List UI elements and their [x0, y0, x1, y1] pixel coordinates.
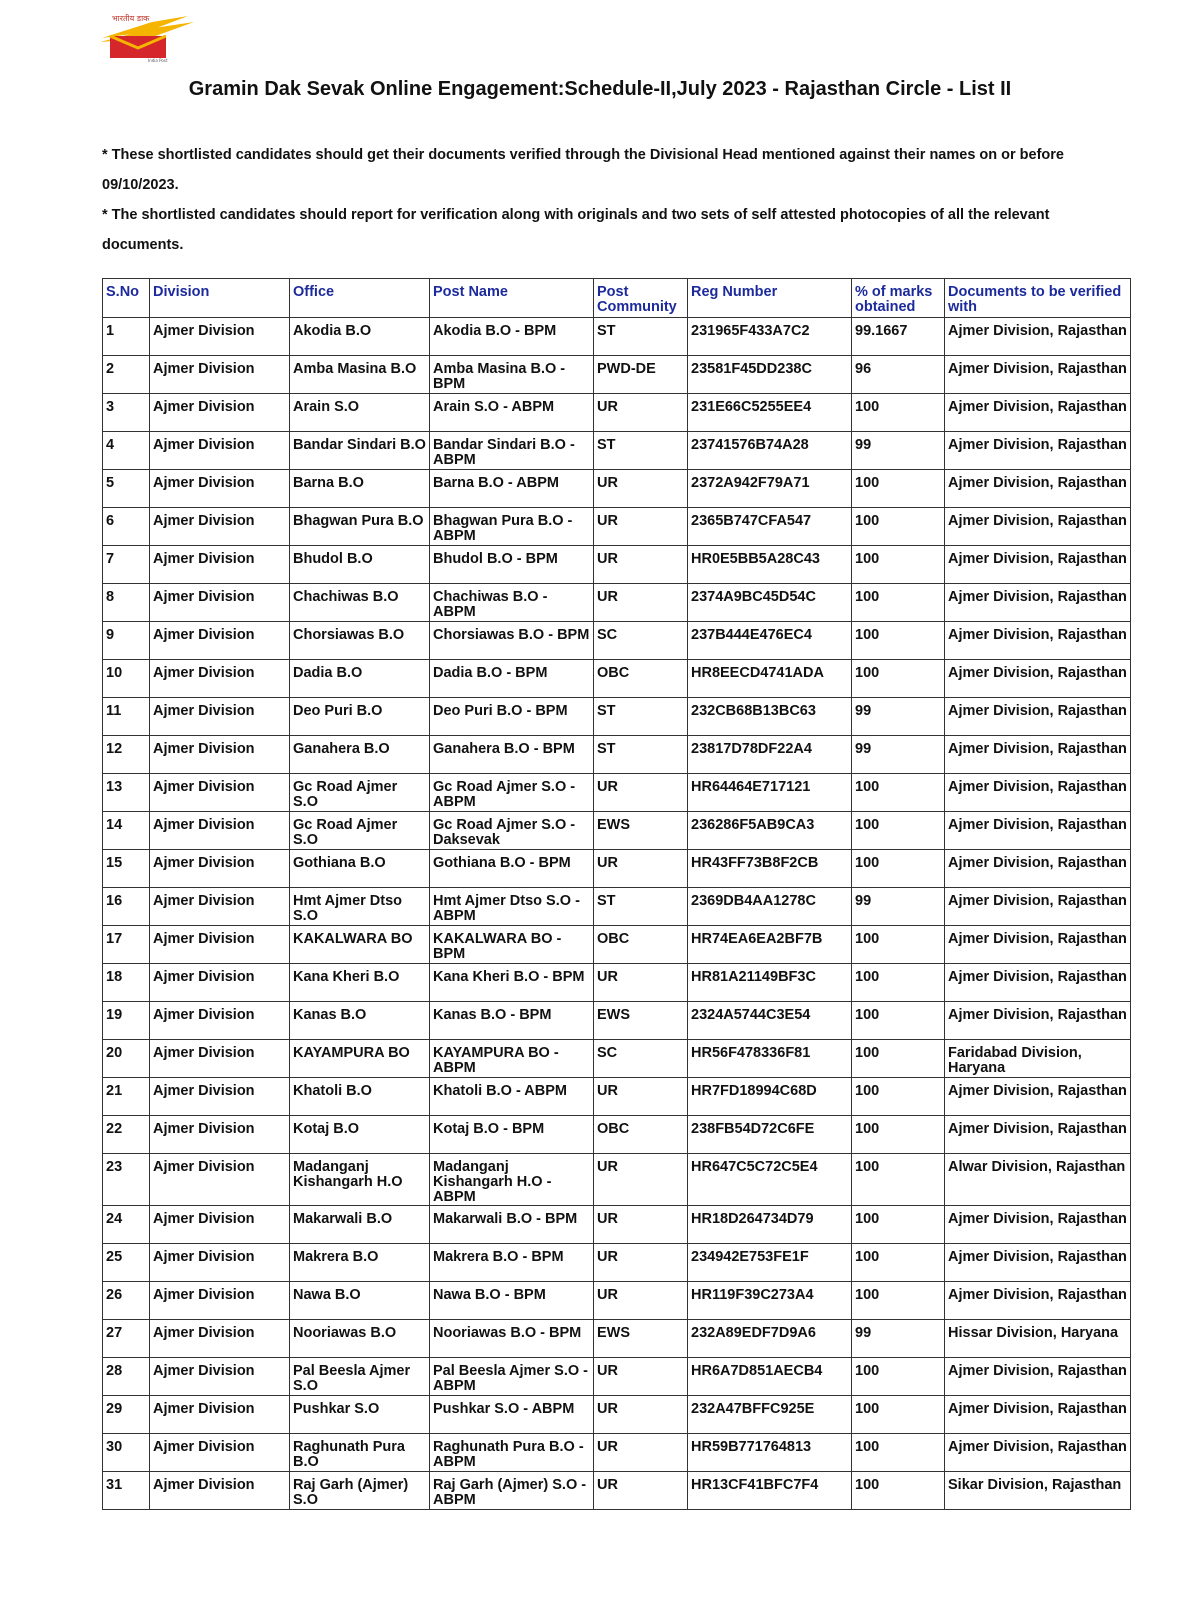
- cell-marks: 100: [852, 926, 945, 964]
- cell-documents: Ajmer Division, Rajasthan: [945, 1078, 1131, 1116]
- cell-documents: Faridabad Division, Haryana: [945, 1040, 1131, 1078]
- cell-post-community: ST: [594, 698, 688, 736]
- table-row: [103, 1040, 1131, 1078]
- cell-documents: Ajmer Division, Rajasthan: [945, 432, 1131, 470]
- page-title: Gramin Dak Sevak Online Engagement:Schedule-II,July 2023 - Rajasthan Circle - List II: [188, 78, 1012, 100]
- cell-post-community: UR: [594, 1206, 688, 1244]
- cell-division: Ajmer Division: [150, 584, 290, 622]
- cell-division: Ajmer Division: [150, 1002, 290, 1040]
- cell-marks: 100: [852, 850, 945, 888]
- cell-post-community: UR: [594, 1434, 688, 1472]
- cell-office: Kana Kheri B.O: [290, 964, 430, 1002]
- cell-office: Gothiana B.O: [290, 850, 430, 888]
- cell-division: Ajmer Division: [150, 698, 290, 736]
- cell-marks: 100: [852, 622, 945, 660]
- cell-marks: 100: [852, 1472, 945, 1510]
- cell-office: Chorsiawas B.O: [290, 622, 430, 660]
- cell-documents: Ajmer Division, Rajasthan: [945, 1282, 1131, 1320]
- cell-sno: 2: [103, 356, 150, 394]
- cell-marks: 100: [852, 1078, 945, 1116]
- india-post-logo: [96, 8, 206, 63]
- cell-post-community: UR: [594, 508, 688, 546]
- cell-office: Pushkar S.O: [290, 1396, 430, 1434]
- cell-sno: 1: [103, 318, 150, 356]
- cell-documents: Ajmer Division, Rajasthan: [945, 1396, 1131, 1434]
- cell-marks: 100: [852, 1040, 945, 1078]
- table-row: [103, 660, 1131, 698]
- cell-sno: 31: [103, 1472, 150, 1510]
- cell-office: Ganahera B.O: [290, 736, 430, 774]
- cell-marks: 96: [852, 356, 945, 394]
- cell-office: Bhagwan Pura B.O: [290, 508, 430, 546]
- cell-sno: 9: [103, 622, 150, 660]
- cell-sno: 7: [103, 546, 150, 584]
- cell-post-community: SC: [594, 622, 688, 660]
- table-row: [103, 470, 1131, 508]
- cell-division: Ajmer Division: [150, 736, 290, 774]
- cell-reg-number: 238FB54D72C6FE: [688, 1116, 852, 1154]
- cell-documents: Ajmer Division, Rajasthan: [945, 394, 1131, 432]
- cell-office: Madanganj Kishangarh H.O: [290, 1154, 430, 1206]
- cell-post-name: Chorsiawas B.O - BPM: [430, 622, 594, 660]
- header-division: Division: [150, 279, 290, 318]
- cell-documents: Ajmer Division, Rajasthan: [945, 584, 1131, 622]
- cell-marks: 99.1667: [852, 318, 945, 356]
- cell-reg-number: 231E66C5255EE4: [688, 394, 852, 432]
- cell-reg-number: 234942E753FE1F: [688, 1244, 852, 1282]
- table-row: [103, 1002, 1131, 1040]
- cell-post-name: Arain S.O - ABPM: [430, 394, 594, 432]
- cell-post-name: Bandar Sindari B.O - ABPM: [430, 432, 594, 470]
- cell-post-name: Barna B.O - ABPM: [430, 470, 594, 508]
- cell-post-community: SC: [594, 1040, 688, 1078]
- cell-post-community: UR: [594, 850, 688, 888]
- cell-post-community: UR: [594, 546, 688, 584]
- cell-post-community: EWS: [594, 812, 688, 850]
- table-row: [103, 318, 1131, 356]
- cell-sno: 18: [103, 964, 150, 1002]
- cell-division: Ajmer Division: [150, 1154, 290, 1206]
- cell-division: Ajmer Division: [150, 394, 290, 432]
- cell-reg-number: 232A47BFFC925E: [688, 1396, 852, 1434]
- cell-division: Ajmer Division: [150, 1434, 290, 1472]
- cell-post-name: Gc Road Ajmer S.O - Daksevak: [430, 812, 594, 850]
- cell-documents: Ajmer Division, Rajasthan: [945, 356, 1131, 394]
- cell-post-name: Makrera B.O - BPM: [430, 1244, 594, 1282]
- cell-office: Amba Masina B.O: [290, 356, 430, 394]
- cell-office: Gc Road Ajmer S.O: [290, 774, 430, 812]
- cell-reg-number: HR8EECD4741ADA: [688, 660, 852, 698]
- cell-documents: Ajmer Division, Rajasthan: [945, 1002, 1131, 1040]
- cell-marks: 99: [852, 1320, 945, 1358]
- cell-office: Makarwali B.O: [290, 1206, 430, 1244]
- cell-post-name: Makarwali B.O - BPM: [430, 1206, 594, 1244]
- cell-office: KAYAMPURA BO: [290, 1040, 430, 1078]
- cell-sno: 4: [103, 432, 150, 470]
- cell-office: Nawa B.O: [290, 1282, 430, 1320]
- cell-division: Ajmer Division: [150, 1320, 290, 1358]
- cell-post-community: UR: [594, 1472, 688, 1510]
- header-post-name: Post Name: [430, 279, 594, 318]
- note-verification-deadline: * These shortlisted candidates should get their documents verified through the Divisional Head mentioned against their names on or before 09/10/2023.: [102, 147, 1064, 193]
- cell-sno: 21: [103, 1078, 150, 1116]
- cell-post-community: UR: [594, 1282, 688, 1320]
- cell-reg-number: 23581F45DD238C: [688, 356, 852, 394]
- table-row: [103, 888, 1131, 926]
- table-body: [103, 318, 1131, 1510]
- cell-reg-number: 2372A942F79A71: [688, 470, 852, 508]
- cell-documents: Ajmer Division, Rajasthan: [945, 318, 1131, 356]
- table-row: [103, 622, 1131, 660]
- header-documents: Documents to be verified with: [945, 279, 1131, 318]
- cell-documents: Ajmer Division, Rajasthan: [945, 850, 1131, 888]
- cell-office: Bhudol B.O: [290, 546, 430, 584]
- cell-sno: 17: [103, 926, 150, 964]
- cell-division: Ajmer Division: [150, 850, 290, 888]
- cell-division: Ajmer Division: [150, 432, 290, 470]
- cell-post-community: ST: [594, 318, 688, 356]
- cell-sno: 27: [103, 1320, 150, 1358]
- table-row: [103, 812, 1131, 850]
- cell-division: Ajmer Division: [150, 660, 290, 698]
- cell-post-community: UR: [594, 584, 688, 622]
- table-row: [103, 508, 1131, 546]
- cell-reg-number: 23741576B74A28: [688, 432, 852, 470]
- cell-sno: 22: [103, 1116, 150, 1154]
- table-row: [103, 1282, 1131, 1320]
- cell-documents: Hissar Division, Haryana: [945, 1320, 1131, 1358]
- cell-post-community: UR: [594, 774, 688, 812]
- cell-reg-number: HR59B771764813: [688, 1434, 852, 1472]
- cell-post-community: UR: [594, 1358, 688, 1396]
- cell-marks: 100: [852, 1206, 945, 1244]
- cell-documents: Ajmer Division, Rajasthan: [945, 812, 1131, 850]
- cell-marks: 100: [852, 812, 945, 850]
- cell-marks: 100: [852, 1358, 945, 1396]
- cell-post-name: Kana Kheri B.O - BPM: [430, 964, 594, 1002]
- cell-sno: 24: [103, 1206, 150, 1244]
- cell-office: Chachiwas B.O: [290, 584, 430, 622]
- cell-reg-number: HR647C5C72C5E4: [688, 1154, 852, 1206]
- table-row: [103, 698, 1131, 736]
- cell-post-community: PWD-DE: [594, 356, 688, 394]
- table-row: [103, 1116, 1131, 1154]
- cell-marks: 100: [852, 1434, 945, 1472]
- cell-marks: 100: [852, 1116, 945, 1154]
- cell-post-name: Pushkar S.O - ABPM: [430, 1396, 594, 1434]
- cell-reg-number: HR119F39C273A4: [688, 1282, 852, 1320]
- cell-division: Ajmer Division: [150, 1040, 290, 1078]
- cell-reg-number: 2324A5744C3E54: [688, 1002, 852, 1040]
- cell-marks: 100: [852, 394, 945, 432]
- cell-post-name: Pal Beesla Ajmer S.O - ABPM: [430, 1358, 594, 1396]
- table-row: [103, 394, 1131, 432]
- table-row: [103, 1078, 1131, 1116]
- cell-marks: 100: [852, 964, 945, 1002]
- cell-reg-number: 232CB68B13BC63: [688, 698, 852, 736]
- cell-reg-number: HR81A21149BF3C: [688, 964, 852, 1002]
- cell-marks: 99: [852, 736, 945, 774]
- cell-division: Ajmer Division: [150, 1116, 290, 1154]
- cell-sno: 26: [103, 1282, 150, 1320]
- cell-reg-number: 237B444E476EC4: [688, 622, 852, 660]
- cell-reg-number: HR18D264734D79: [688, 1206, 852, 1244]
- cell-division: Ajmer Division: [150, 1078, 290, 1116]
- cell-post-name: Hmt Ajmer Dtso S.O - ABPM: [430, 888, 594, 926]
- cell-office: Raghunath Pura B.O: [290, 1434, 430, 1472]
- table-header-row: [103, 279, 1131, 318]
- cell-sno: 12: [103, 736, 150, 774]
- cell-office: Khatoli B.O: [290, 1078, 430, 1116]
- table-row: [103, 850, 1131, 888]
- cell-marks: 100: [852, 1396, 945, 1434]
- cell-reg-number: HR56F478336F81: [688, 1040, 852, 1078]
- table-row: [103, 774, 1131, 812]
- cell-reg-number: 231965F433A7C2: [688, 318, 852, 356]
- cell-post-name: Nooriawas B.O - BPM: [430, 1320, 594, 1358]
- cell-reg-number: 2374A9BC45D54C: [688, 584, 852, 622]
- cell-marks: 100: [852, 1154, 945, 1206]
- cell-sno: 30: [103, 1434, 150, 1472]
- cell-documents: Ajmer Division, Rajasthan: [945, 698, 1131, 736]
- table-row: [103, 1396, 1131, 1434]
- cell-division: Ajmer Division: [150, 1282, 290, 1320]
- cell-post-name: Gc Road Ajmer S.O - ABPM: [430, 774, 594, 812]
- cell-documents: Ajmer Division, Rajasthan: [945, 888, 1131, 926]
- cell-office: Raj Garh (Ajmer) S.O: [290, 1472, 430, 1510]
- cell-post-community: UR: [594, 1078, 688, 1116]
- cell-marks: 100: [852, 660, 945, 698]
- table-row: [103, 736, 1131, 774]
- cell-post-name: Kanas B.O - BPM: [430, 1002, 594, 1040]
- cell-post-name: Akodia B.O - BPM: [430, 318, 594, 356]
- cell-office: Akodia B.O: [290, 318, 430, 356]
- cell-marks: 100: [852, 584, 945, 622]
- cell-post-name: KAYAMPURA BO - ABPM: [430, 1040, 594, 1078]
- cell-office: Arain S.O: [290, 394, 430, 432]
- cell-office: Hmt Ajmer Dtso S.O: [290, 888, 430, 926]
- cell-marks: 99: [852, 698, 945, 736]
- cell-post-name: Gothiana B.O - BPM: [430, 850, 594, 888]
- cell-post-community: EWS: [594, 1320, 688, 1358]
- cell-post-name: Kotaj B.O - BPM: [430, 1116, 594, 1154]
- cell-sno: 14: [103, 812, 150, 850]
- cell-documents: Ajmer Division, Rajasthan: [945, 508, 1131, 546]
- cell-reg-number: HR6A7D851AECB4: [688, 1358, 852, 1396]
- cell-post-name: Nawa B.O - BPM: [430, 1282, 594, 1320]
- cell-sno: 10: [103, 660, 150, 698]
- cell-post-name: Bhudol B.O - BPM: [430, 546, 594, 584]
- cell-post-name: Chachiwas B.O - ABPM: [430, 584, 594, 622]
- table-row: [103, 1358, 1131, 1396]
- cell-post-community: UR: [594, 964, 688, 1002]
- cell-post-community: UR: [594, 470, 688, 508]
- header-sno: S.No: [103, 279, 150, 318]
- cell-division: Ajmer Division: [150, 1206, 290, 1244]
- cell-sno: 20: [103, 1040, 150, 1078]
- cell-marks: 100: [852, 1002, 945, 1040]
- cell-sno: 25: [103, 1244, 150, 1282]
- table-row: [103, 1320, 1131, 1358]
- header-post-community: Post Community: [594, 279, 688, 318]
- cell-documents: Ajmer Division, Rajasthan: [945, 470, 1131, 508]
- cell-division: Ajmer Division: [150, 774, 290, 812]
- table-row: [103, 1154, 1131, 1206]
- cell-marks: 100: [852, 1282, 945, 1320]
- table-row: [103, 356, 1131, 394]
- cell-reg-number: HR13CF41BFC7F4: [688, 1472, 852, 1510]
- cell-documents: Ajmer Division, Rajasthan: [945, 1244, 1131, 1282]
- cell-post-community: ST: [594, 432, 688, 470]
- cell-office: Makrera B.O: [290, 1244, 430, 1282]
- cell-sno: 29: [103, 1396, 150, 1434]
- cell-marks: 99: [852, 432, 945, 470]
- cell-sno: 15: [103, 850, 150, 888]
- table-row: [103, 1472, 1131, 1510]
- cell-documents: Ajmer Division, Rajasthan: [945, 774, 1131, 812]
- cell-sno: 16: [103, 888, 150, 926]
- cell-post-community: OBC: [594, 1116, 688, 1154]
- cell-marks: 100: [852, 774, 945, 812]
- cell-office: Bandar Sindari B.O: [290, 432, 430, 470]
- india-post-emblem-icon: [96, 8, 206, 63]
- cell-office: Dadia B.O: [290, 660, 430, 698]
- cell-documents: Ajmer Division, Rajasthan: [945, 1206, 1131, 1244]
- cell-division: Ajmer Division: [150, 508, 290, 546]
- table-row: [103, 546, 1131, 584]
- header-marks: % of marks obtained: [852, 279, 945, 318]
- cell-division: Ajmer Division: [150, 356, 290, 394]
- cell-post-community: EWS: [594, 1002, 688, 1040]
- header-office: Office: [290, 279, 430, 318]
- cell-post-community: OBC: [594, 660, 688, 698]
- cell-documents: Ajmer Division, Rajasthan: [945, 546, 1131, 584]
- table-row: [103, 1244, 1131, 1282]
- table-row: [103, 926, 1131, 964]
- logo-caption: भारतीय डाक: [112, 14, 150, 23]
- cell-reg-number: HR7FD18994C68D: [688, 1078, 852, 1116]
- cell-sno: 23: [103, 1154, 150, 1206]
- cell-division: Ajmer Division: [150, 1472, 290, 1510]
- table-row: [103, 1434, 1131, 1472]
- cell-division: Ajmer Division: [150, 1244, 290, 1282]
- cell-division: Ajmer Division: [150, 546, 290, 584]
- cell-documents: Ajmer Division, Rajasthan: [945, 660, 1131, 698]
- cell-documents: Alwar Division, Rajasthan: [945, 1154, 1131, 1206]
- cell-division: Ajmer Division: [150, 318, 290, 356]
- cell-post-name: Raj Garh (Ajmer) S.O - ABPM: [430, 1472, 594, 1510]
- cell-documents: Ajmer Division, Rajasthan: [945, 1358, 1131, 1396]
- cell-sno: 11: [103, 698, 150, 736]
- cell-documents: Ajmer Division, Rajasthan: [945, 926, 1131, 964]
- cell-documents: Ajmer Division, Rajasthan: [945, 964, 1131, 1002]
- cell-reg-number: HR74EA6EA2BF7B: [688, 926, 852, 964]
- cell-post-name: Ganahera B.O - BPM: [430, 736, 594, 774]
- cell-post-community: OBC: [594, 926, 688, 964]
- shortlisted-candidates-table: [102, 278, 1131, 1510]
- cell-sno: 3: [103, 394, 150, 432]
- cell-division: Ajmer Division: [150, 888, 290, 926]
- table-row: [103, 1206, 1131, 1244]
- cell-marks: 100: [852, 508, 945, 546]
- cell-office: Deo Puri B.O: [290, 698, 430, 736]
- cell-division: Ajmer Division: [150, 964, 290, 1002]
- cell-marks: 99: [852, 888, 945, 926]
- cell-post-community: ST: [594, 888, 688, 926]
- cell-reg-number: 23817D78DF22A4: [688, 736, 852, 774]
- table-row: [103, 584, 1131, 622]
- cell-marks: 100: [852, 470, 945, 508]
- logo-sub: India Post: [148, 58, 168, 63]
- cell-office: KAKALWARA BO: [290, 926, 430, 964]
- cell-division: Ajmer Division: [150, 926, 290, 964]
- cell-sno: 6: [103, 508, 150, 546]
- cell-office: Gc Road Ajmer S.O: [290, 812, 430, 850]
- cell-reg-number: 236286F5AB9CA3: [688, 812, 852, 850]
- cell-division: Ajmer Division: [150, 470, 290, 508]
- cell-office: Nooriawas B.O: [290, 1320, 430, 1358]
- cell-sno: 5: [103, 470, 150, 508]
- cell-office: Barna B.O: [290, 470, 430, 508]
- cell-office: Kotaj B.O: [290, 1116, 430, 1154]
- cell-documents: Ajmer Division, Rajasthan: [945, 736, 1131, 774]
- cell-division: Ajmer Division: [150, 1358, 290, 1396]
- cell-reg-number: HR0E5BB5A28C43: [688, 546, 852, 584]
- cell-post-name: Bhagwan Pura B.O - ABPM: [430, 508, 594, 546]
- cell-sno: 19: [103, 1002, 150, 1040]
- cell-reg-number: 2365B747CFA547: [688, 508, 852, 546]
- cell-post-community: ST: [594, 736, 688, 774]
- cell-reg-number: 232A89EDF7D9A6: [688, 1320, 852, 1358]
- cell-post-community: UR: [594, 394, 688, 432]
- cell-documents: Ajmer Division, Rajasthan: [945, 622, 1131, 660]
- cell-post-name: Khatoli B.O - ABPM: [430, 1078, 594, 1116]
- cell-sno: 8: [103, 584, 150, 622]
- cell-sno: 13: [103, 774, 150, 812]
- cell-office: Pal Beesla Ajmer S.O: [290, 1358, 430, 1396]
- cell-marks: 100: [852, 1244, 945, 1282]
- note-documents-required: * The shortlisted candidates should report for verification along with originals and two sets of self attested photocopies of all the relevant documents.: [102, 207, 1050, 253]
- table-row: [103, 964, 1131, 1002]
- cell-documents: Ajmer Division, Rajasthan: [945, 1116, 1131, 1154]
- cell-post-name: Raghunath Pura B.O - ABPM: [430, 1434, 594, 1472]
- cell-post-community: UR: [594, 1396, 688, 1434]
- cell-reg-number: HR43FF73B8F2CB: [688, 850, 852, 888]
- cell-marks: 100: [852, 546, 945, 584]
- cell-division: Ajmer Division: [150, 622, 290, 660]
- cell-post-community: UR: [594, 1154, 688, 1206]
- cell-post-name: KAKALWARA BO - BPM: [430, 926, 594, 964]
- cell-documents: Ajmer Division, Rajasthan: [945, 1434, 1131, 1472]
- cell-reg-number: HR64464E717121: [688, 774, 852, 812]
- cell-office: Kanas B.O: [290, 1002, 430, 1040]
- header-reg-number: Reg Number: [688, 279, 852, 318]
- cell-post-name: Madanganj Kishangarh H.O - ABPM: [430, 1154, 594, 1206]
- cell-division: Ajmer Division: [150, 1396, 290, 1434]
- cell-post-name: Deo Puri B.O - BPM: [430, 698, 594, 736]
- cell-sno: 28: [103, 1358, 150, 1396]
- cell-documents: Sikar Division, Rajasthan: [945, 1472, 1131, 1510]
- table-row: [103, 432, 1131, 470]
- cell-post-community: UR: [594, 1244, 688, 1282]
- cell-post-name: Amba Masina B.O - BPM: [430, 356, 594, 394]
- cell-reg-number: 2369DB4AA1278C: [688, 888, 852, 926]
- cell-division: Ajmer Division: [150, 812, 290, 850]
- cell-post-name: Dadia B.O - BPM: [430, 660, 594, 698]
